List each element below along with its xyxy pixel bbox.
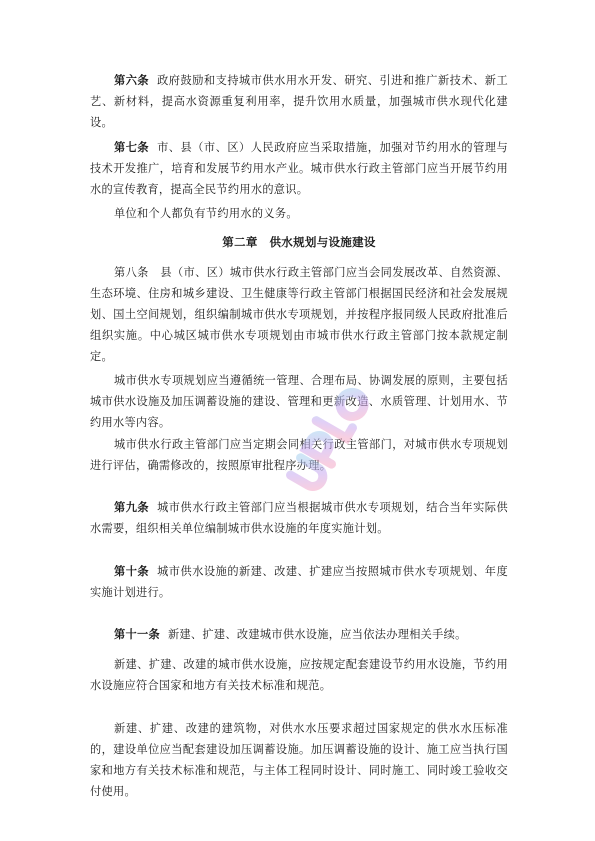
paragraph-plan-content — [90, 370, 508, 433]
article-number: 第六条 — [114, 73, 150, 87]
paragraph-article-10 — [90, 561, 508, 603]
paragraph-text: 城市供水专项规划应当遵循统一管理、合理布局、协调发展的原则，主要包括城市供水设施及加压调蓄设施的建设、管理和更新改造、水质管理、计划用水、节约用水等内容。 — [90, 374, 508, 429]
paragraph-text: 城市供水行政主管部门应当根据城市供水专项规划，结合当年实际供水需要，组织相关单位编制城市供水设施的年度实施计划。 — [90, 501, 508, 535]
paragraph-article-9 — [90, 497, 508, 539]
paragraph-text: 第八条 县（市、区）城市供水行政主管部门应当会同发展改革、自然资源、生态环境、住房和城乡建设、卫生健康等行政主管部门根据国民经济和社会发展规划、国土空间规划，组织编制城市供水专项规划，并按程序报同级人民政府批准后组织实施。中心城区城市供水专项规划由市城市供水行政主管部门按本款规定制定。 — [90, 266, 508, 363]
paragraph-text: 城市供水设施的新建、改建、扩建应当按照城市供水专项规划、年度实施计划进行。 — [90, 565, 508, 599]
article-number: 第十条 — [114, 564, 150, 578]
paragraph-text: 新建、扩建、改建的建筑物，对供水水压要求超过国家规定的供水水压标准的，建设单位应当配套建设加压调蓄设施。加压调蓄设施的设计、施工应当执行国家和地方有关技术标准和规范，与主体工程同时设计、同时施工、同时竣工验收交付使用。 — [90, 722, 508, 798]
paragraph-water-saving-facilities — [90, 654, 508, 696]
article-number: 第七条 — [114, 140, 150, 154]
paragraph-text: 市、县（市、区）人民政府应当采取措施，加强对节约用水的管理与技术开发推广，培育和发展节约用水产业。城市供水行政主管部门应当开展节约用水的宣传教育，提高全民节约用水的意识。 — [90, 141, 508, 196]
paragraph-obligation — [90, 203, 508, 224]
paragraph-pressure-facilities — [90, 718, 508, 802]
article-number: 第十一条 — [114, 627, 160, 641]
paragraph-article-8 — [90, 262, 508, 367]
paragraph-text: 政府鼓励和支持城市供水用水开发、研究、引进和推广新技术、新工艺、新材料，提高水资源重复利用率，提升饮用水质量，加强城市供水现代化建设。 — [90, 74, 508, 129]
paragraph-article-7 — [90, 137, 508, 200]
article-number: 第九条 — [114, 500, 150, 514]
paragraph-article-6 — [90, 70, 508, 133]
chapter-title: 第二章 供水规划与设施建设 — [222, 235, 376, 249]
paragraph-text: 单位和个人都负有节约用水的义务。 — [114, 207, 298, 220]
paragraph-text: 新建、扩建、改建的城市供水设施，应按规定配套建设节约用水设施，节约用水设施应符合国家和地方有关技术标准和规范。 — [90, 658, 508, 692]
paragraph-plan-evaluation — [90, 434, 508, 476]
paragraph-article-11 — [90, 624, 508, 645]
paragraph-text: 新建、扩建、改建城市供水设施，应当依法办理相关手续。 — [167, 628, 467, 641]
paragraph-text: 城市供水行政主管部门应当定期会同相关行政主管部门，对城市供水专项规划进行评估，确需修改的，按照原审批程序办理。 — [90, 438, 508, 472]
